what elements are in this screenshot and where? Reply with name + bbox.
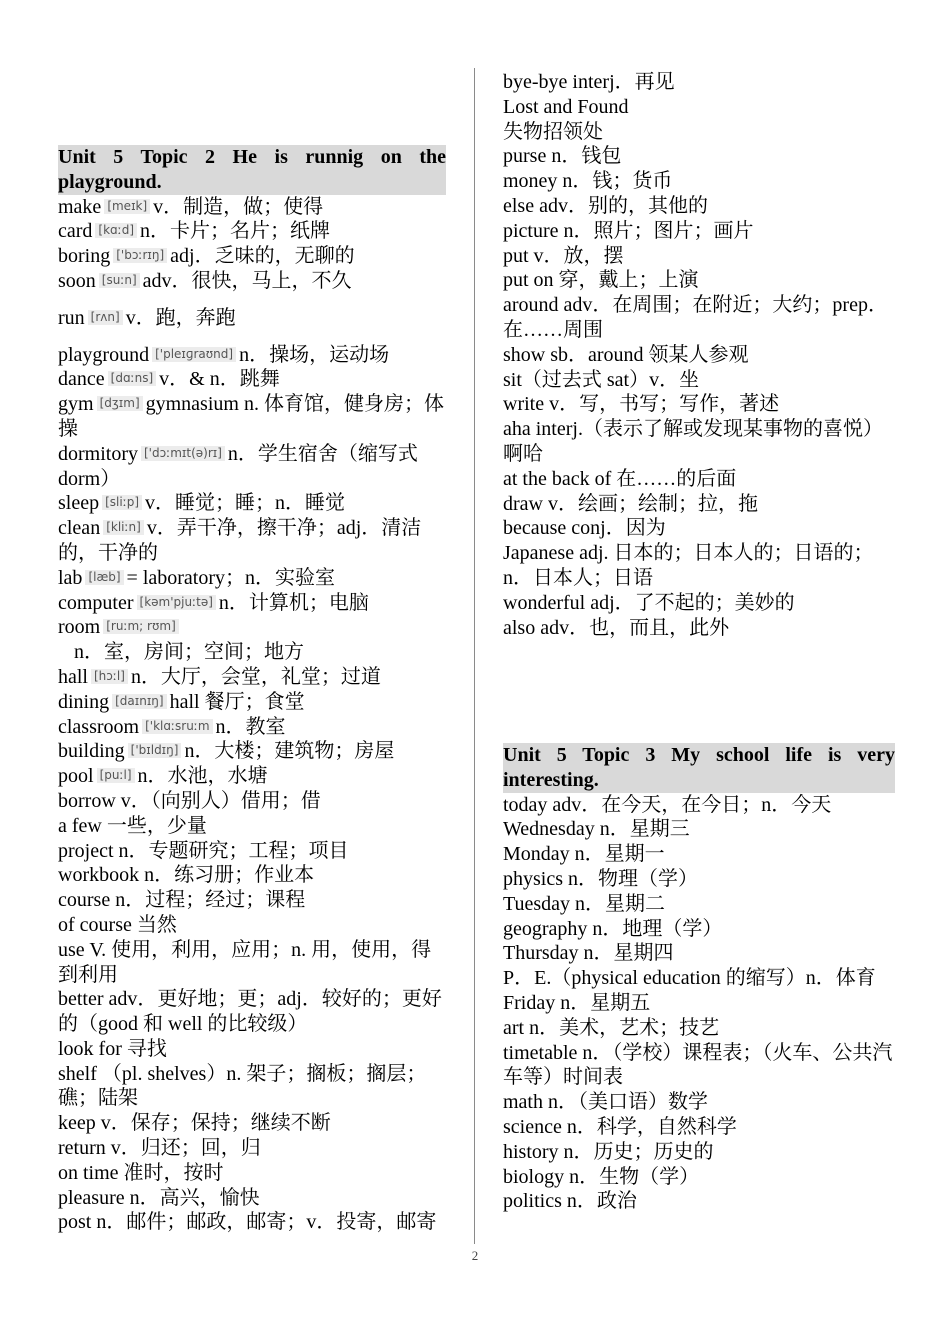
vocab-entry	[58, 392, 446, 442]
vocab-word: project	[58, 839, 114, 862]
vocab-definition: v．& n．跳舞	[159, 368, 280, 391]
phonetic-transcription: ['bɔːrɪŋ]	[113, 248, 167, 263]
vocab-entry	[58, 269, 446, 294]
vocab-entry: today adv．在今天，在今日；n．今天	[503, 793, 832, 816]
vocab-entry: geography n．地理（学）	[503, 917, 723, 940]
phonetic-transcription: ['dɔːmɪt(ə)rɪ]	[141, 446, 225, 461]
vocab-entry	[58, 1136, 446, 1161]
phonetic-transcription: [dɑːns]	[108, 371, 157, 386]
vocab-entry	[58, 665, 446, 690]
vocab-entry: write v．写，书写；写作，著述	[503, 393, 780, 416]
vocab-word: make	[58, 195, 102, 218]
vocab-entry: put v．放，摆	[503, 244, 624, 267]
vocab-word: hall	[58, 665, 88, 688]
phonetic-transcription: [dʒɪm]	[97, 396, 143, 411]
vocab-definition: n．教室	[215, 715, 286, 738]
vocab-definition: n．室，房间；空间；地方	[74, 641, 304, 664]
phonetic-transcription: ['pleɪɡraʊnd]	[152, 347, 236, 362]
vocab-list-topic2	[58, 195, 446, 1236]
vocab-word: of course	[58, 913, 132, 936]
phonetic-transcription: ['klɑːsruːm	[142, 719, 212, 734]
vocab-entry	[58, 640, 446, 665]
vocab-definition: （pl. shelves）n. 架子；搁板；搁层；礁；陆架	[58, 1062, 427, 1110]
vocab-entry: money n．钱；货币	[503, 170, 673, 193]
vocab-entry: because conj．因为	[503, 517, 666, 540]
vocab-entry: picture n．照片；图片；画片	[503, 219, 754, 242]
vocab-definition: gymnasium n. 体育馆，健身房；体操	[58, 393, 444, 440]
vocab-entry	[58, 839, 446, 864]
vocab-entry	[58, 615, 446, 640]
vocab-definition: n．高兴，愉快	[129, 1186, 260, 1209]
unit5-topic3-heading: Unit 5 Topic 3 My school life is very interesting.	[503, 744, 895, 791]
vocab-entry	[58, 1062, 446, 1112]
vocab-word: on time	[58, 1161, 119, 1184]
vocab-entry: aha interj.（表示了解或发现某事物的喜悦）啊哈	[503, 418, 883, 465]
vocab-definition: adv．更好地；更；adj．较好的；更好的（good 和 well 的比较级）	[58, 988, 442, 1036]
column-divider	[474, 68, 475, 1244]
vocab-word: better	[58, 988, 104, 1011]
vocab-definition: 一些，少量	[106, 814, 207, 837]
vocab-word: look for	[58, 1037, 122, 1060]
vocab-entry: bye-bye interj．再见	[503, 71, 675, 93]
vocab-word: dining	[58, 690, 110, 713]
vocab-entry: sit（过去式 sat）v．坐	[503, 368, 700, 391]
vocab-word: pleasure	[58, 1186, 125, 1209]
vocab-entry: timetable n．（学校）课程表；（火车、公共汽车等）时间表	[503, 1041, 893, 1089]
vocab-word: borrow	[58, 789, 116, 812]
phonetic-transcription: [puːl]	[97, 768, 135, 783]
vocab-entry: Japanese adj. 日本的；日本人的；日语的；n．日本人；日语	[503, 542, 874, 589]
phonetic-transcription: [meɪk]	[104, 199, 150, 214]
vocab-entry: draw v．绘画；绘制；拉，拖	[503, 492, 758, 515]
phonetic-transcription: [kɑːd]	[95, 223, 137, 238]
vocab-entry: politics n．政治	[503, 1190, 637, 1213]
vocab-entry: P．E.（physical education 的缩写）n．体育	[503, 967, 876, 990]
vocab-definition: n．大厅，会堂，礼堂；过道	[130, 665, 381, 688]
vocab-entry	[58, 715, 446, 740]
vocab-entry	[58, 789, 446, 814]
phonetic-transcription: [sliːp]	[102, 495, 142, 510]
vocab-definition: n．计算机；电脑	[218, 591, 369, 614]
phonetic-transcription: [hɔːl]	[91, 669, 128, 684]
vocab-word: lab	[58, 566, 83, 589]
vocab-entry	[58, 814, 446, 839]
vocab-word: pool	[58, 765, 94, 788]
vocab-entry: show sb．around 领某人参观	[503, 343, 749, 366]
vocab-word: shelf	[58, 1062, 97, 1085]
vocab-definition: n．操场，运动场	[239, 343, 390, 366]
vocab-definition: n．大楼；建筑物；房屋	[184, 740, 395, 763]
vocab-definition: v．跑，奔跑	[125, 306, 236, 329]
vocab-definition: n．学生宿舍（缩写式 dorm）	[58, 442, 418, 490]
vocab-entry: history n．历史；历史的	[503, 1140, 714, 1163]
vocab-entry: art n．美术，艺术；技艺	[503, 1016, 720, 1039]
vocab-entry	[58, 306, 446, 331]
left-column	[58, 145, 446, 1235]
vocab-entry	[58, 938, 446, 988]
vocab-word: a few	[58, 814, 102, 837]
vocab-definition: 寻找	[126, 1037, 167, 1060]
vocab-definition: n．练习册；作业本	[144, 864, 315, 887]
vocab-entry: wonderful adj．了不起的；美妙的	[503, 591, 795, 614]
vocab-entry: Wednesday n．星期三	[503, 818, 690, 841]
vocab-word: card	[58, 220, 93, 243]
vocab-definition: adj．乏味的，无聊的	[170, 245, 355, 268]
vocab-word: post	[58, 1211, 92, 1234]
vocab-word: boring	[58, 245, 111, 268]
vocab-entry: else adv．别的，其他的	[503, 194, 708, 217]
vocab-definition: V. 使用，利用，应用；n. 用，使用，得到利用	[58, 938, 432, 986]
vocab-definition: v．睡觉；睡；n．睡觉	[145, 492, 346, 515]
vocab-entry	[58, 764, 446, 789]
vocab-entry: purse n．钱包	[503, 145, 622, 168]
vocab-entry	[58, 1111, 446, 1136]
vocab-entry	[58, 442, 446, 492]
phonetic-transcription: [suːn]	[99, 273, 140, 288]
unit5-topic2-heading: Unit 5 Topic 2 He is runnig on the playground.	[58, 146, 446, 193]
vocab-word: computer	[58, 591, 134, 614]
vocab-word: playground	[58, 343, 150, 366]
vocab-word: course	[58, 889, 111, 912]
vocab-entry	[58, 913, 446, 938]
vocab-entry: at the back of 在……的后面	[503, 467, 737, 490]
vocab-word: use	[58, 938, 85, 961]
vocab-definition: adv．很快，马上，不久	[142, 269, 352, 292]
vocab-definition: 当然	[136, 913, 177, 936]
vocab-entry	[58, 690, 446, 715]
vocab-definition: n．水池，水塘	[137, 765, 268, 788]
vocab-entry	[58, 491, 446, 516]
vocab-entry	[58, 987, 446, 1037]
phonetic-transcription: [ruːm; rʊm]	[103, 619, 179, 634]
vocab-definition: v．制造，做；使得	[153, 195, 324, 218]
vocab-word: room	[58, 616, 101, 639]
vocab-word: dance	[58, 368, 105, 391]
vocab-definition: n．过程；经过；课程	[115, 889, 306, 912]
vocab-word: building	[58, 740, 125, 763]
vocab-word: sleep	[58, 492, 100, 515]
vocab-definition: 准时，按时	[123, 1161, 224, 1184]
vocab-definition: v．保存；保持；继续不断	[100, 1112, 331, 1135]
vocab-definition: v．归还；回，归	[110, 1137, 261, 1160]
vocab-entry	[58, 739, 446, 764]
right-column-top	[503, 70, 895, 640]
phonetic-transcription: [kəm'pjuːtə]	[137, 595, 216, 610]
phonetic-transcription: [kliːn]	[103, 520, 144, 535]
vocab-entry	[58, 863, 446, 888]
vocab-definition: n．卡片；名片；纸牌	[140, 220, 331, 243]
vocab-word: workbook	[58, 864, 140, 887]
vocab-word: classroom	[58, 715, 140, 738]
vocab-entry	[58, 244, 446, 269]
vocab-list-continued	[503, 70, 895, 640]
phonetic-transcription: ['bɪldɪŋ]	[128, 743, 182, 758]
phonetic-transcription: [læb]	[85, 570, 123, 585]
vocab-word: return	[58, 1137, 106, 1160]
vocab-entry	[58, 367, 446, 392]
vocab-entry	[58, 343, 446, 368]
vocab-entry: Monday n．星期一	[503, 843, 665, 866]
vocab-entry: Thursday n．星期四	[503, 942, 674, 965]
vocab-entry: put on 穿，戴上；上演	[503, 269, 699, 292]
vocab-entry	[58, 516, 446, 566]
vocab-word: dormitory	[58, 442, 138, 465]
vocab-entry	[58, 219, 446, 244]
vocab-definition: = laboratory；n．实验室	[126, 566, 336, 589]
vocab-entry: also adv．也，而且，此外	[503, 616, 730, 639]
page-number: 2	[471, 1248, 479, 1263]
vocab-definition: v．弄干净，擦干净；adj．清洁的，干净的	[58, 517, 422, 564]
vocab-definition: n．邮件；邮政，邮寄；v．投寄，邮寄	[96, 1211, 437, 1234]
vocab-entry: 失物招领处	[503, 120, 603, 143]
vocab-word: gym	[58, 393, 94, 416]
vocab-entry: math n．（美口语）数学	[503, 1091, 708, 1114]
vocab-entry	[58, 1161, 446, 1186]
phonetic-transcription: [daɪnɪŋ]	[112, 694, 166, 709]
vocab-list-topic3	[503, 793, 895, 1215]
vocab-entry	[58, 591, 446, 616]
vocab-entry	[58, 888, 446, 913]
vocab-definition: n．专题研究；工程；项目	[118, 839, 349, 862]
vocab-entry	[58, 566, 446, 591]
vocab-entry: biology n．生物（学）	[503, 1165, 700, 1188]
vocab-entry: Friday n．星期五	[503, 991, 651, 1014]
vocab-entry	[58, 1210, 446, 1235]
vocab-word: keep	[58, 1112, 96, 1135]
vocab-entry	[58, 195, 446, 220]
vocab-entry: science n．科学，自然科学	[503, 1115, 737, 1138]
vocab-entry: around adv．在周围；在附近；大约；prep．在……周围	[503, 294, 888, 341]
vocab-entry: physics n．物理（学）	[503, 867, 698, 890]
vocab-entry	[58, 1037, 446, 1062]
right-column-bottom	[503, 743, 895, 1214]
vocab-definition: hall 餐厅；食堂	[169, 690, 305, 713]
vocab-word: clean	[58, 517, 101, 540]
vocab-word: run	[58, 306, 85, 329]
vocab-definition: v．（向别人）借用；借	[120, 789, 321, 812]
vocab-entry: Tuesday n．星期二	[503, 892, 666, 915]
phonetic-transcription: [rʌn]	[88, 310, 123, 325]
vocab-entry: Lost and Found	[503, 95, 629, 118]
vocab-entry	[58, 1186, 446, 1211]
vocab-word: soon	[58, 269, 96, 292]
spacer	[58, 331, 446, 343]
spacer	[58, 294, 446, 306]
